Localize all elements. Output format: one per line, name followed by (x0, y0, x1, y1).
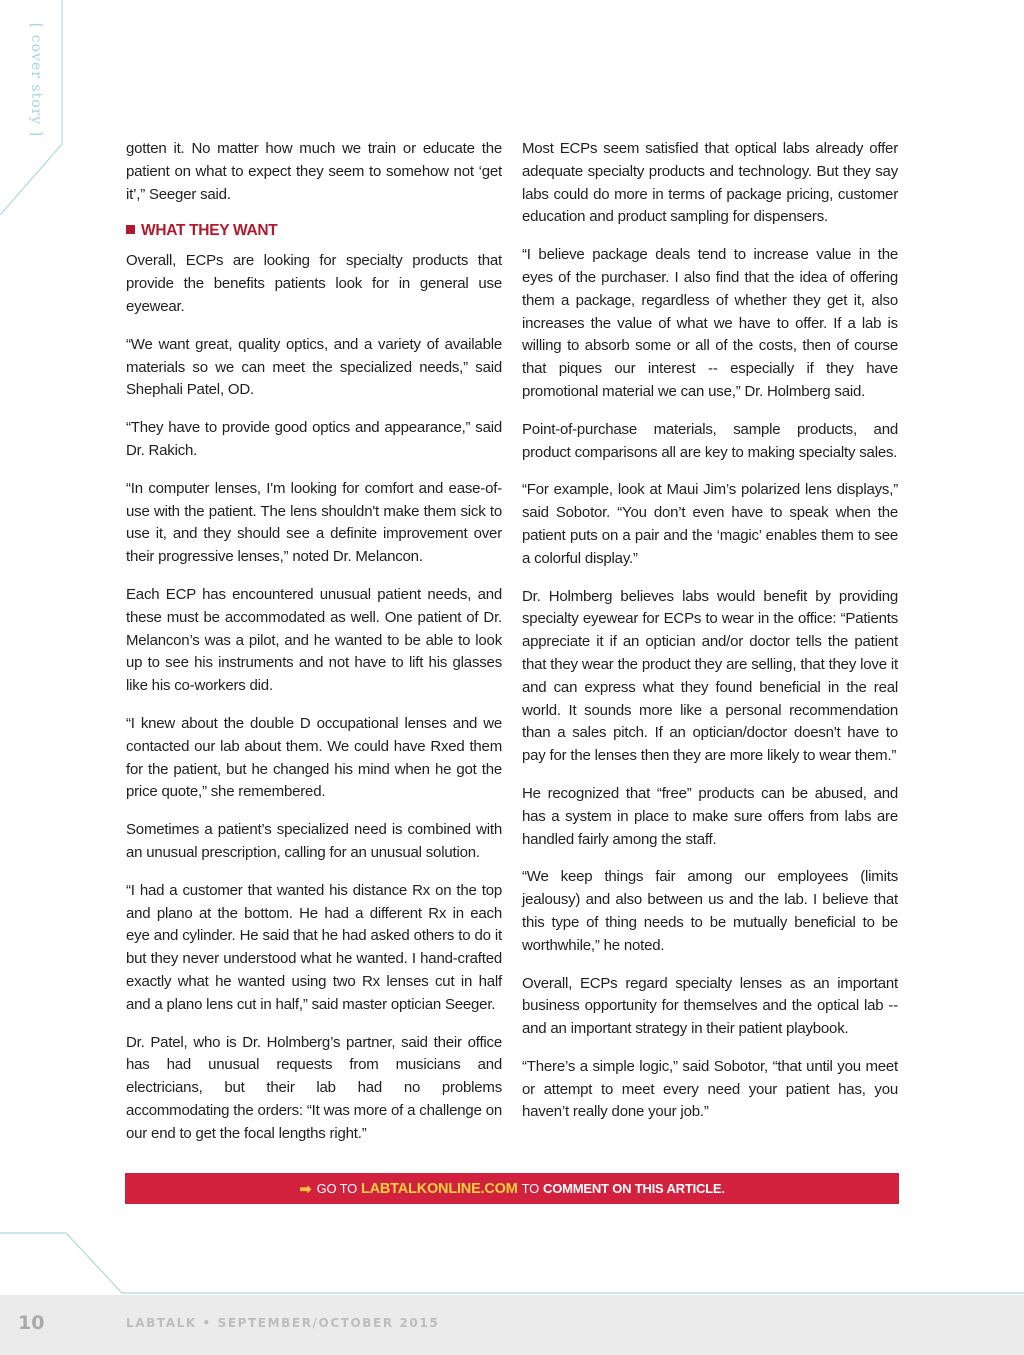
arrow-right-icon: ➡ (299, 1180, 312, 1198)
cta-suffix: COMMENT ON THIS ARTICLE. (543, 1181, 725, 1196)
paragraph: He recognized that “free” products can be abused, and has a system in place to make sure offers from labs are handled fairly among the staff. (522, 784, 898, 848)
paragraph: “I knew about the double D occupational lenses and we contacted our lab about them. We could have Rxed them for the patient, but he changed his mind when he got the price quote,” she remembered. (126, 714, 502, 801)
paragraph: “I had a customer that wanted his distance Rx on the top and plano at the bottom. He had a different Rx in each eye and cylinder. He said that he had asked others to do it but they never understood what he wanted. I hand-crafted exactly what he wanted using two Rx lenses cut in half and a plano lens cut in half,” said master optician Seeger. (126, 881, 502, 1013)
paragraph: “For example, look at Maui Jim’s polarized lens displays,” said Sobotor. “You don’t even have to speak when the patient puts on a pair and the ‘magic’ enables them to see a colorful display.” (522, 481, 898, 567)
right-column (522, 138, 898, 1139)
section-tag: [ cover story ] (28, 22, 44, 138)
paragraph: “There’s a simple logic,” said Sobotor, “that until you meet or attempt to meet every need your patient has, you haven’t really done your job.” (522, 1057, 898, 1121)
paragraph: “They have to provide good optics and appearance,” said Dr. Rakich. (126, 419, 502, 459)
paragraph: “In computer lenses, I'm looking for comfort and ease-of-use with the patient. The lens shouldn't make them sick to use it, and they should see a definite improvement over their progressive lenses,” noted Dr. Melancon. (126, 479, 502, 566)
page-number: 10 (18, 1312, 45, 1334)
paragraph: Point-of-purchase materials, sample products, and product comparisons all are key to making specialty sales. (522, 420, 898, 461)
section-subhead (126, 222, 502, 240)
paragraph: Each ECP has encountered unusual patient needs, and these must be accommodated as well. One patient of Dr. Melancon’s was a pilot, and he wanted to be able to look up to see his instruments and not have to lift his glasses like his co-workers did. (126, 585, 502, 695)
paragraph: “We keep things fair among our employees (limits jealousy) and also between us and the lab. I believe that this type of thing needs to be mutually beneficial to be worthwhile,” he noted. (522, 868, 898, 954)
website-link[interactable]: LABTALKONLINE.COM (360, 1180, 518, 1197)
cta-prefix: GO TO (316, 1181, 357, 1196)
paragraph: Dr. Patel, who is Dr. Holmberg’s partner, said their office has had unusual requests from musicians and electricians, but their lab had no problems accommodating the orders: “It was more of a challenge on our end to get the focal lengths right.” (126, 1033, 502, 1142)
paragraph: “We want great, quality optics, and a variety of available materials so we can meet the specialized needs,” said Shephali Patel, OD. (126, 335, 502, 399)
paragraph: “I believe package deals tend to increase value in the eyes of the purchaser. I also find that the idea of offering them a package, regardless of whether they get it, also increases the value of what we have to offer. If a lab is willing to absorb some or all of the costs, then of course that piques our interest -- especially if they have promotional material we can use,” Dr. Holmberg said. (522, 246, 898, 400)
paragraph: Overall, ECPs are looking for specialty products that provide the benefits patients look for in general use eyewear. (126, 252, 502, 315)
subhead-text: WHAT THEY WANT (141, 222, 278, 240)
comment-cta-banner[interactable] (125, 1173, 899, 1204)
bullet-square-icon (126, 225, 135, 234)
paragraph: Sometimes a patient’s specialized need is combined with an unusual prescription, calling for an unusual solution. (126, 821, 502, 861)
magazine-issue: LABTALK • SEPTEMBER/OCTOBER 2015 (126, 1316, 440, 1330)
paragraph: gotten it. No matter how much we train or educate the patient on what to expect they seem to somehow not ‘get it’,” Seeger said. (126, 140, 502, 203)
left-column (126, 138, 502, 1160)
paragraph: Most ECPs seem satisfied that optical labs already offer adequate specialty products and technology. But they say labs could do more in terms of package pricing, customer education and product sampling for dispensers. (522, 140, 898, 226)
paragraph: Dr. Holmberg believes labs would benefit by providing specialty eyewear for ECPs to wear in the office: “Patients appreciate it if an optician and/or doctor tells the patient that they wear the product they are selling, that they love it and can express what they found beneficial in the real world. It sounds more like a personal recommendation than a sales pitch. If an optician/doctor doesn't have to pay for the lenses then they are more likely to wear them.” (522, 587, 898, 765)
cta-mid: TO (521, 1181, 540, 1196)
paragraph: Overall, ECPs regard specialty lenses as an important business opportunity for themselves and the optical lab -- and an important strategy in their patient playbook. (522, 974, 898, 1038)
